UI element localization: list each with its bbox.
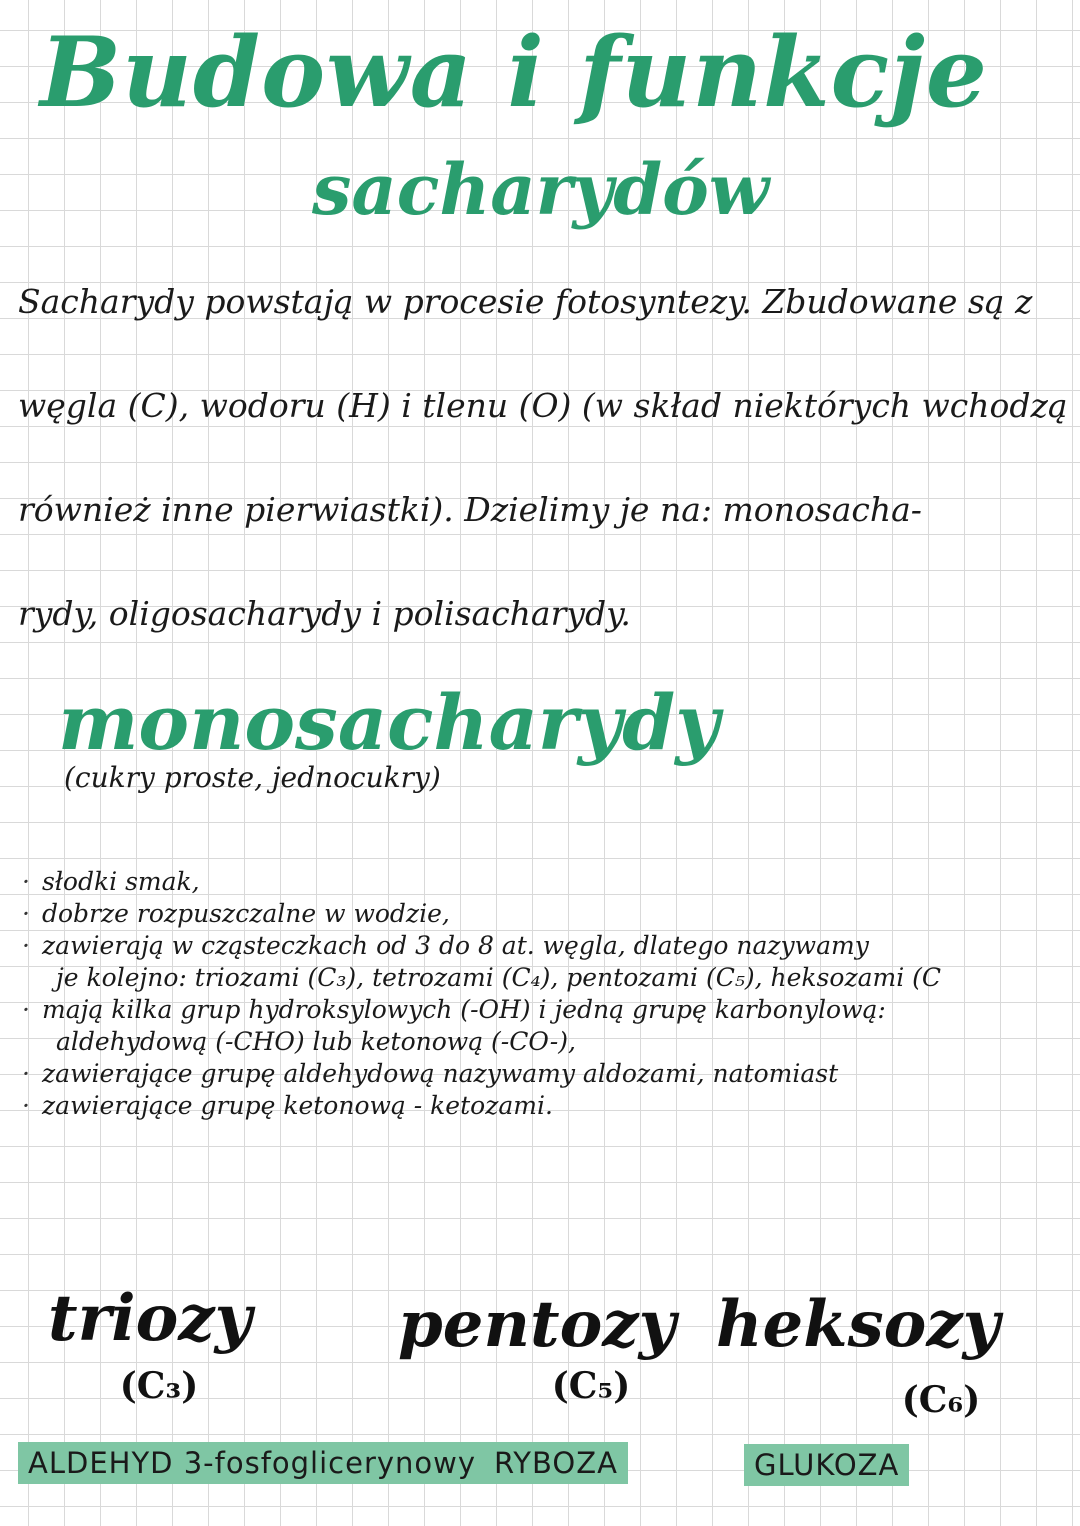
intro-line: również inne pierwiastki). Dzielimy je na: monosacha-: [18, 490, 922, 529]
list-item-continuation: aldehydową (-CHO) lub ketonową (-CO-),: [56, 1027, 576, 1056]
list-item: · mają kilka grup hydroksylowych (-OH) i jedną grupę karbonylową:: [28, 994, 1080, 1026]
intro-paragraph: [18, 272, 1068, 688]
list-item: · zawierają w cząsteczkach od 3 do 8 at. węgla, dlatego nazywamy: [28, 930, 1080, 962]
intro-line: Sacharydy powstają w procesie fotosyntezy. Zbudowane są z: [18, 282, 1033, 321]
type-formula-heksozy: (C₆): [901, 1379, 981, 1421]
bullet-list: [28, 866, 1080, 1122]
type-formula-pentozy: (C₅): [551, 1365, 631, 1407]
type-example-pentozy: RYBOZA: [484, 1442, 628, 1484]
list-item: · dobrze rozpuszczalne w wodzie,: [28, 898, 1080, 930]
type-name-pentozy: pentozy: [398, 1287, 676, 1362]
page-title: Budowa i funkcje: [40, 16, 988, 129]
type-formula-triozy: (C₃): [119, 1365, 199, 1407]
intro-line: węgla (C), wodoru (H) i tlenu (O) (w skład niektórych wchodzą: [18, 386, 1068, 425]
list-item: · zawierające grupę ketonową - ketozami.: [28, 1090, 1080, 1122]
section-heading: monosacharydy: [58, 678, 720, 767]
type-example-heksozy: GLUKOZA: [744, 1444, 909, 1486]
list-item: · zawierające grupę aldehydową nazywamy aldozami, natomiast: [28, 1058, 1080, 1090]
intro-line: rydy, oligosacharydy i polisacharydy.: [18, 594, 631, 633]
type-name-heksozy: heksozy: [716, 1287, 1000, 1362]
list-item: · słodki smak,: [28, 866, 1080, 898]
page-title-line2: sacharydów: [312, 148, 770, 231]
type-name-triozy: triozy: [48, 1281, 252, 1356]
section-subheading: (cukry proste, jednocukry): [64, 761, 441, 794]
list-item-continuation: je kolejno: triozami (C₃), tetrozami (C₄), pentozami (C₅), heksozami (C: [56, 963, 942, 992]
type-example-triozy: ALDEHYD 3-fosfoglicerynowy: [18, 1442, 486, 1484]
